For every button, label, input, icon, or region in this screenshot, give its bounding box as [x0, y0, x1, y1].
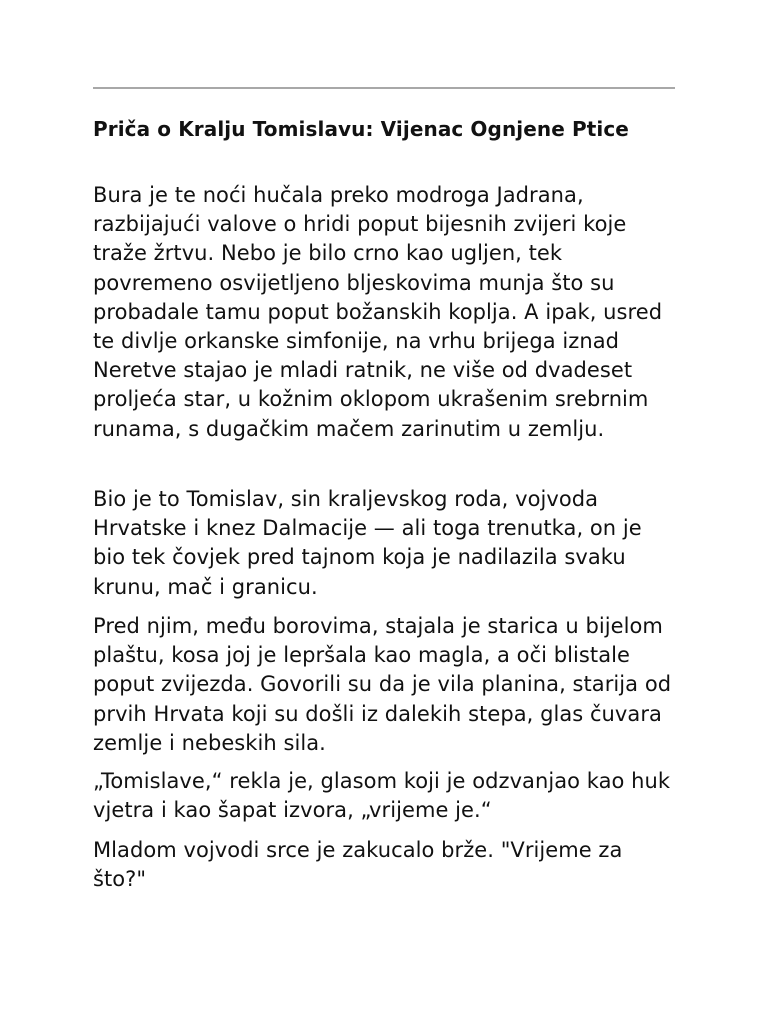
paragraph-3: Pred njim, među borovima, stajala je starica u bijelom plaštu, kosa joj je lepršala kao magla, a oči blistale poput zvijezda. Govorili su da je vila planina, starija od prvih Hrvata koji su došli iz dalekih stepa, glas čuvara zemlje i nebeskih sila. [93, 614, 672, 755]
paragraph-1: Bura je te noći hučala preko modroga Jadrana, razbijajući valove o hridi poput bijesnih zvijeri koje traže žrtvu. Nebo je bilo crno kao ugljen, tek povremeno osvijetljeno bljeskovima munja što su probadale tamu poput božanskih koplja. A ipak, usred te divlje orkanske simfonije, na vrhu brijega iznad Neretve stajao je mladi ratnik, ne više od dvadeset proljeća star, u kožnim oklopom ukrašenim srebrnim runama, s dugačkim mačem zarinutim u zemlju. [93, 183, 663, 441]
paragraph-2: Bio je to Tomislav, sin kraljevskog roda, vojvoda Hrvatske i knez Dalmacije — ali toga trenutka, on je bio tek čovjek pred tajnom koja je nadilazila svaku krunu, mač i granicu. [93, 487, 642, 599]
horizontal-rule [93, 87, 675, 89]
paragraph-5: Mladom vojvodi srce je zakucalo brže. "Vrijeme za što?" [93, 838, 623, 892]
paragraph-4: „Tomislave,“ rekla je, glasom koji je odzvanjao kao huk vjetra i kao šapat izvora, „vrijeme je.“ [93, 769, 671, 823]
story-title: Priča o Kralju Tomislavu: Vijenac Ognjene Ptice [93, 117, 629, 141]
